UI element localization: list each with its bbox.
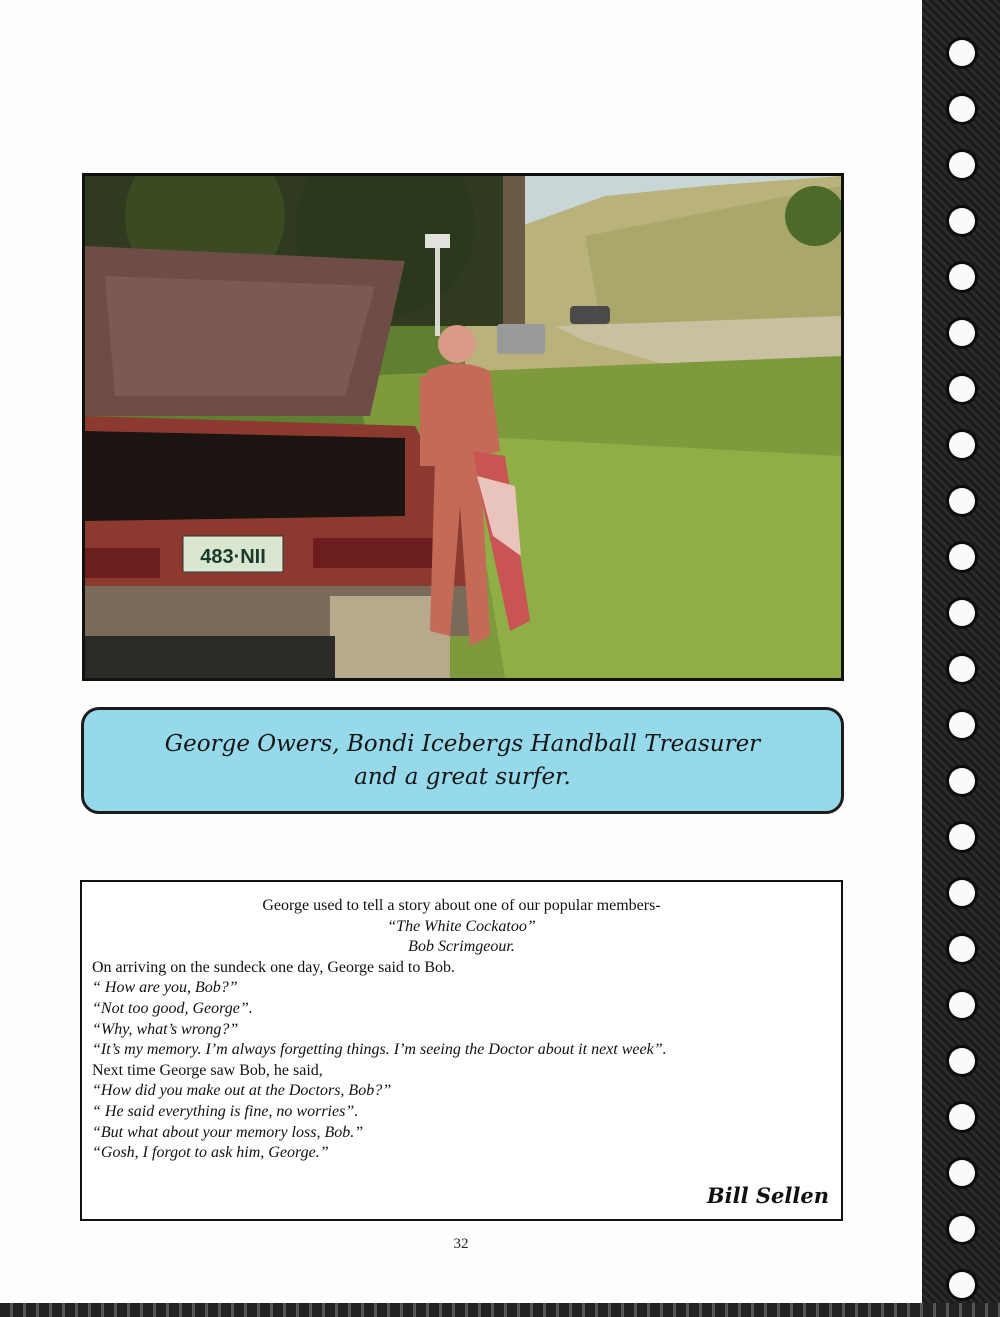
binder-hole (949, 600, 975, 626)
binder-hole (949, 488, 975, 514)
story-line: “Why, what’s wrong?” (92, 1020, 239, 1038)
photo-illustration (85, 176, 841, 678)
story-member-name: Bob Scrimgeour. (408, 938, 515, 956)
binder-hole (949, 712, 975, 738)
photo-boot-lid-inner (105, 276, 375, 396)
story-line: “But what about your memory loss, Bob.” (92, 1123, 364, 1141)
story-line: “ He said everything is fine, no worries”. (92, 1102, 359, 1120)
binder-hole (949, 152, 975, 178)
story-line: “Gosh, I forgot to ask him, George.” (92, 1144, 329, 1162)
binder-hole (949, 264, 975, 290)
binder-strip (922, 0, 1000, 1317)
photo-tree-trunk (503, 176, 525, 336)
photo-trailer (497, 324, 545, 354)
binder-hole (949, 432, 975, 458)
photo-car-trunk-opening (85, 431, 405, 521)
binder-hole (949, 992, 975, 1018)
scan-bottom-edge (0, 1303, 1000, 1317)
story-line: Next time George saw Bob, he said, (92, 1061, 323, 1079)
binder-hole (949, 1104, 975, 1130)
binder-hole (949, 40, 975, 66)
photo-man-head (438, 325, 476, 363)
binder-hole (949, 320, 975, 346)
photo-man-torso (427, 364, 500, 467)
binder-hole (949, 768, 975, 794)
page-number: 32 (453, 1236, 469, 1252)
photo-man-arm (420, 376, 435, 466)
binder-hole (949, 544, 975, 570)
story-line: “ How are you, Bob?” (92, 979, 238, 997)
story-nickname: “The White Cockatoo” (387, 917, 536, 935)
binder-hole (949, 1272, 975, 1298)
story-line: “It’s my memory. I’m always forgetting things. I’m seeing the Doctor about it next week”. (92, 1041, 667, 1059)
binder-hole (949, 824, 975, 850)
photo-post (435, 236, 440, 336)
story-line: “How did you make out at the Doctors, Bob?” (92, 1082, 392, 1100)
binder-hole (949, 1048, 975, 1074)
photo-sign (425, 234, 450, 248)
photo-plate-text: 483·NII (200, 546, 266, 568)
photo-grass-light (465, 436, 841, 678)
binder-hole (949, 880, 975, 906)
photo-shadow (85, 636, 335, 678)
caption-box (81, 707, 844, 814)
binder-hole (949, 208, 975, 234)
binder-hole (949, 96, 975, 122)
binder-hole (949, 1216, 975, 1242)
binder-hole (949, 936, 975, 962)
caption-line-2: and a great surfer. (354, 763, 571, 790)
photo-george-owers (82, 173, 844, 681)
caption-line-1: George Owers, Bondi Icebergs Handball Treasurer (164, 730, 761, 757)
binder-hole (949, 376, 975, 402)
signature: Bill Sellen (706, 1183, 829, 1209)
story-box (80, 880, 843, 1221)
photo-tail-light-left (85, 548, 160, 578)
binder-hole (949, 1160, 975, 1186)
binder-hole (949, 656, 975, 682)
story-intro: George used to tell a story about one of our popular members- (262, 897, 661, 914)
story-line: On arriving on the sundeck one day, George said to Bob. (92, 958, 456, 976)
photo-distant-car (570, 306, 610, 324)
story-line: “Not too good, George”. (92, 999, 253, 1017)
